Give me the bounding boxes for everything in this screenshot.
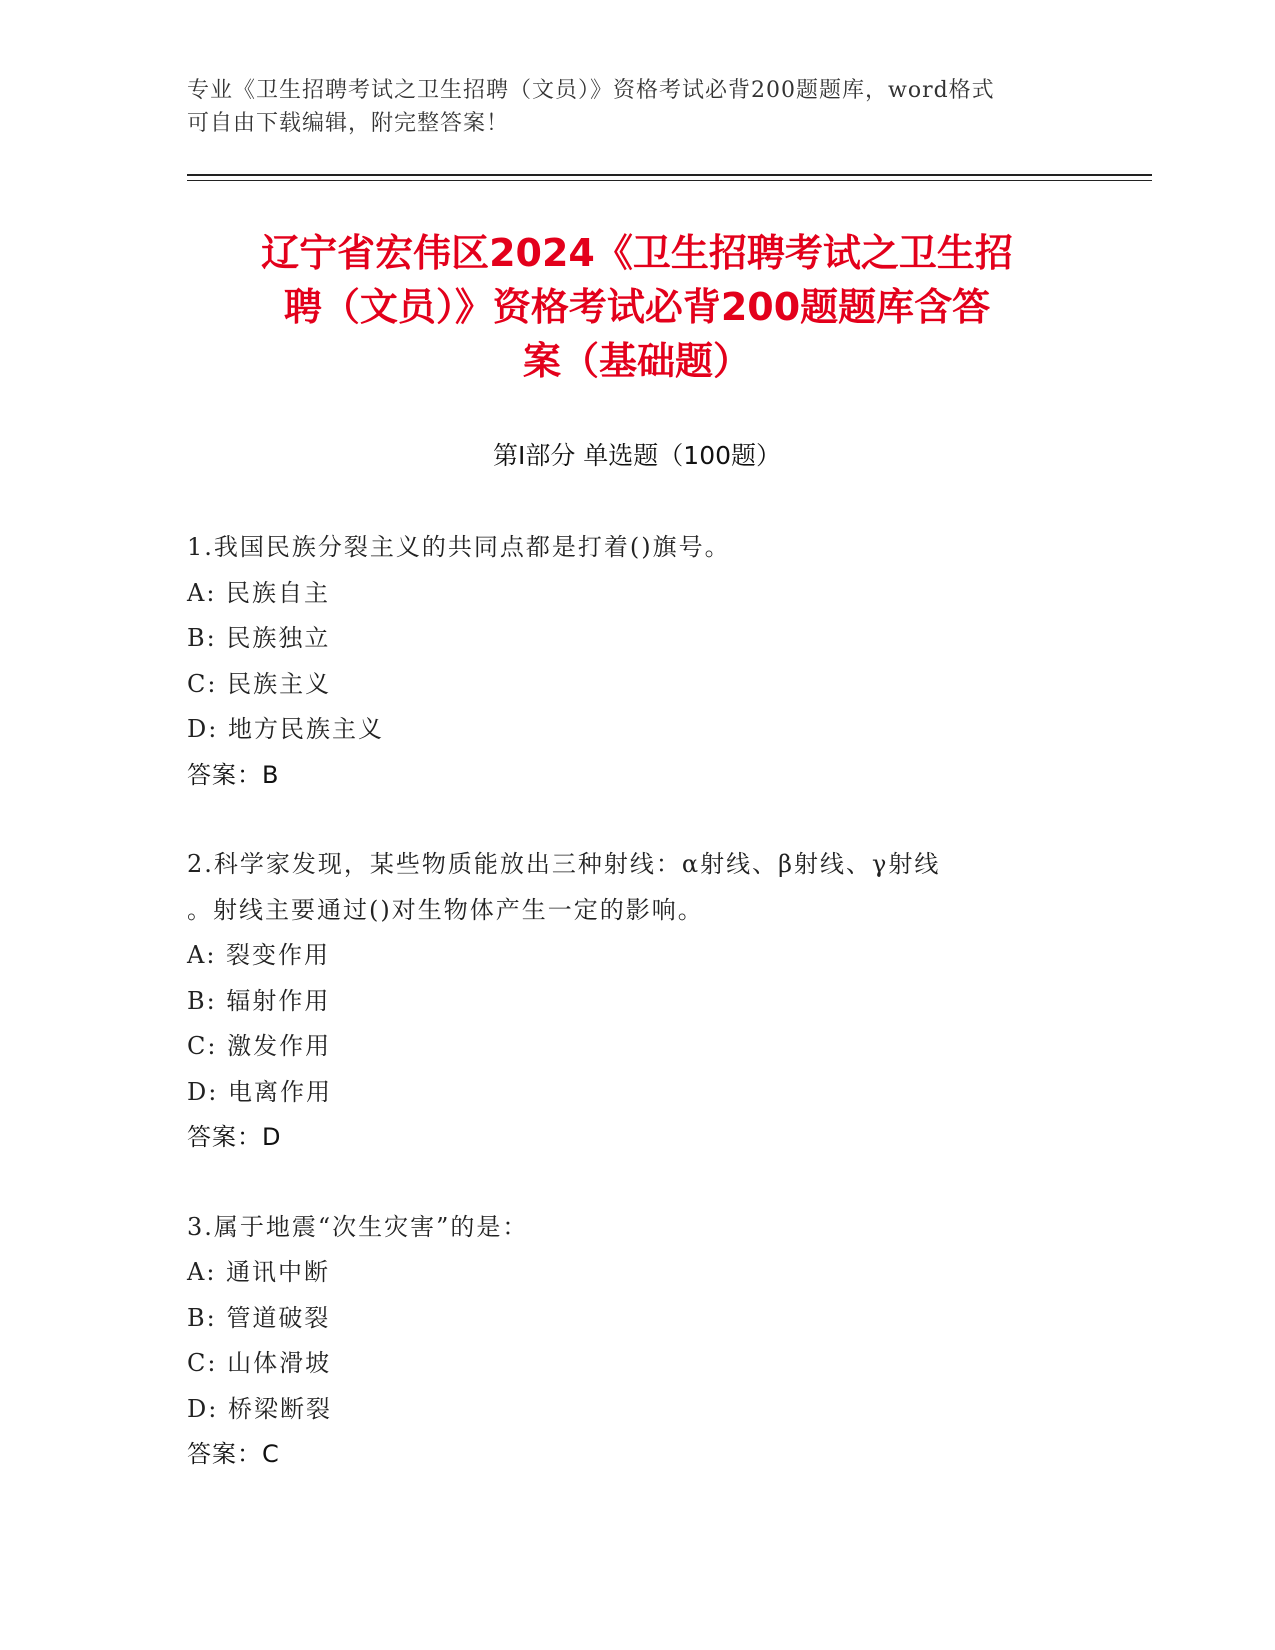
option-c: C: 激发作用 [187,1032,332,1060]
question-2 [187,842,1087,1161]
document-title-line-1: 辽宁省宏伟区2024《卫生招聘考试之卫生招 [261,231,1013,275]
document-title-line-2: 聘（文员）》资格考试必背200题题库含答 [283,285,991,329]
document-title [187,226,1087,388]
option-d: D: 地方民族主义 [187,715,384,743]
question-stem: 1.我国民族分裂主义的共同点都是打着()旗号。 [187,533,731,561]
question-list [187,525,1087,1522]
section-title: 第Ⅰ部分 单选题（100题） [492,441,782,470]
header-note-line-2: 可自由下载编辑，附完整答案！ [187,111,510,136]
question-stem: 3.属于地震“次生灾害”的是： [187,1212,529,1241]
option-b: B: 辐射作用 [187,986,331,1015]
question-1 [187,525,1087,798]
question-stem-line-1: 2.科学家发现，某些物质能放出三种射线：α射线、β射线、γ射线 [187,850,941,878]
answer: 答案：B [187,760,280,789]
question-3 [187,1205,1087,1478]
option-b: B: 民族独立 [187,624,331,652]
header-divider-thin [187,180,1152,181]
answer: 答案：C [187,1440,280,1468]
option-c: C: 民族主义 [187,669,332,698]
option-c: C: 山体滑坡 [187,1349,332,1377]
header-note-line-1: 专业《卫生招聘考试之卫生招聘（文员）》资格考试必背200题题库，word格式 [187,78,995,103]
option-a: A: 通讯中断 [187,1258,331,1286]
header-divider-thick [187,174,1152,176]
answer: 答案：D [187,1123,282,1151]
option-d: D: 电离作用 [187,1077,332,1106]
header-note [187,74,1067,140]
question-stem-line-2: 。射线主要通过()对生物体产生一定的影响。 [187,895,704,924]
option-a: A: 裂变作用 [187,941,331,969]
option-a: A: 民族自主 [187,578,331,607]
option-d: D: 桥梁断裂 [187,1394,332,1423]
document-title-line-3: 案（基础题） [522,339,751,383]
option-b: B: 管道破裂 [187,1303,331,1332]
